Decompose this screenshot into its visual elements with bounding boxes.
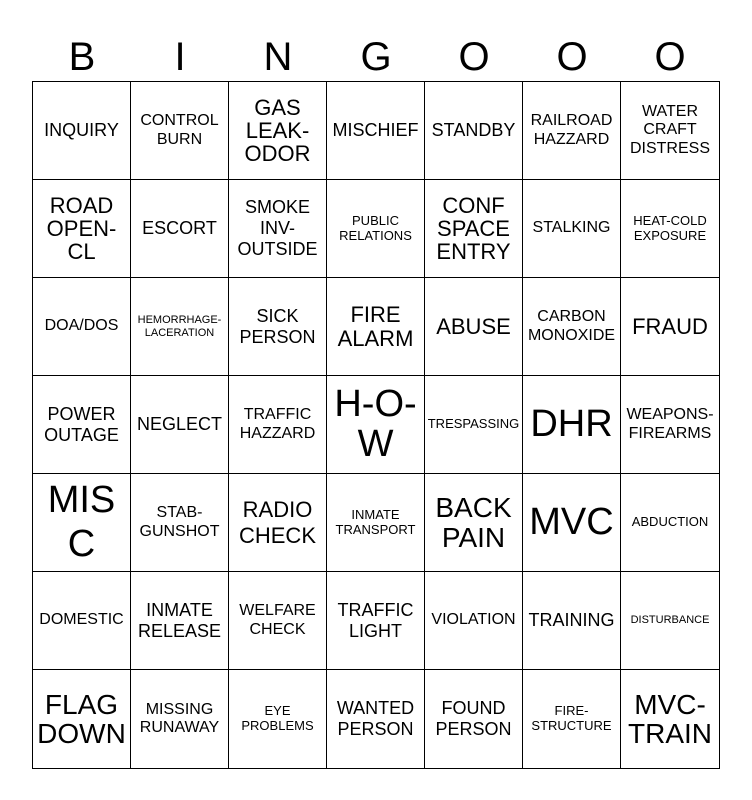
cell-label: H-O-W bbox=[334, 382, 417, 465]
bingo-cell[interactable] bbox=[425, 82, 523, 180]
bingo-cell[interactable] bbox=[621, 670, 719, 768]
cell-label: POWER OUTAGE bbox=[44, 403, 119, 445]
bingo-cell[interactable] bbox=[327, 278, 425, 376]
cell-label: ESCORT bbox=[142, 218, 217, 239]
cell-label: FRAUD bbox=[632, 313, 708, 339]
header-letter-o1: O bbox=[458, 35, 490, 79]
cell-label: WEAPONS-FIREARMS bbox=[626, 406, 714, 442]
bingo-cell[interactable] bbox=[229, 180, 327, 278]
cell-label: TRAFFIC HAZZARD bbox=[239, 406, 316, 442]
bingo-cell[interactable] bbox=[33, 474, 131, 572]
cell-label: ABUSE bbox=[436, 313, 511, 339]
bingo-cell[interactable] bbox=[523, 670, 621, 768]
bingo-cell[interactable] bbox=[523, 572, 621, 670]
bingo-cell[interactable] bbox=[621, 572, 719, 670]
bingo-cell[interactable] bbox=[327, 670, 425, 768]
bingo-cell[interactable] bbox=[621, 82, 719, 180]
cell-label: MISCHIEF bbox=[332, 120, 419, 141]
cell-label: ROAD OPEN-CL bbox=[46, 192, 117, 265]
header-letter-g: G bbox=[360, 35, 392, 79]
bingo-cell[interactable] bbox=[131, 278, 229, 376]
bingo-cell[interactable] bbox=[229, 278, 327, 376]
cell-label: SICK PERSON bbox=[239, 305, 316, 347]
cell-label: DOA/DOS bbox=[44, 317, 119, 335]
cell-label: MISC bbox=[47, 478, 116, 565]
cell-label: WATER CRAFT DISTRESS bbox=[629, 102, 710, 157]
bingo-cell[interactable] bbox=[131, 474, 229, 572]
header-letter-n: N bbox=[263, 35, 293, 79]
cell-label: VIOLATION bbox=[431, 611, 516, 629]
bingo-cell[interactable] bbox=[621, 474, 719, 572]
bingo-cell[interactable] bbox=[523, 474, 621, 572]
bingo-cell[interactable] bbox=[33, 376, 131, 474]
cell-label: NEGLECT bbox=[136, 414, 223, 435]
bingo-cell[interactable] bbox=[523, 82, 621, 180]
cell-label: MISSING RUNAWAY bbox=[139, 700, 220, 736]
header-letter-i: I bbox=[174, 35, 186, 79]
cell-label: PUBLIC RELATIONS bbox=[339, 212, 412, 243]
bingo-cell[interactable] bbox=[327, 474, 425, 572]
cell-label: WELFARE CHECK bbox=[239, 602, 316, 638]
bingo-cell[interactable] bbox=[425, 474, 523, 572]
bingo-cell[interactable] bbox=[33, 180, 131, 278]
cell-label: FIRE-STRUCTURE bbox=[531, 703, 612, 733]
cell-label: INMATE TRANSPORT bbox=[335, 506, 416, 537]
bingo-cell[interactable] bbox=[33, 670, 131, 768]
bingo-cell[interactable] bbox=[523, 376, 621, 474]
bingo-cell[interactable] bbox=[229, 82, 327, 180]
bingo-cell[interactable] bbox=[523, 278, 621, 376]
cell-label: INQUIRY bbox=[44, 120, 119, 141]
bingo-cell[interactable] bbox=[33, 82, 131, 180]
cell-label: STALKING bbox=[532, 219, 611, 237]
bingo-cell[interactable] bbox=[327, 376, 425, 474]
bingo-cell[interactable] bbox=[229, 474, 327, 572]
cell-label: CARBON MONOXIDE bbox=[527, 308, 616, 344]
bingo-header bbox=[33, 32, 719, 82]
bingo-cell[interactable] bbox=[621, 376, 719, 474]
cell-label: FIRE ALARM bbox=[337, 302, 414, 351]
cell-label: MVC bbox=[529, 500, 614, 543]
bingo-cell[interactable] bbox=[229, 572, 327, 670]
cell-label: INMATE RELEASE bbox=[137, 599, 222, 641]
cell-label: CONF SPACE ENTRY bbox=[436, 192, 511, 265]
cell-label: DHR bbox=[530, 402, 613, 445]
bingo-card-grid bbox=[32, 81, 720, 769]
cell-label: FOUND PERSON bbox=[435, 698, 512, 739]
cell-label: DISTURBANCE bbox=[630, 614, 710, 627]
bingo-cell[interactable] bbox=[425, 670, 523, 768]
bingo-cell[interactable] bbox=[33, 572, 131, 670]
cell-label: HEMORRHAGE-LACERATION bbox=[137, 313, 222, 339]
bingo-cell[interactable] bbox=[131, 180, 229, 278]
cell-label: TRAINING bbox=[528, 610, 615, 631]
header-letter-b: B bbox=[68, 35, 96, 79]
cell-label: EYE PROBLEMS bbox=[241, 703, 314, 733]
bingo-cell[interactable] bbox=[327, 82, 425, 180]
bingo-cell[interactable] bbox=[425, 278, 523, 376]
cell-label: CONTROL BURN bbox=[140, 112, 219, 148]
header-letter-o3: O bbox=[654, 35, 686, 79]
cell-label: MVC-TRAIN bbox=[628, 688, 712, 749]
cell-label: WANTED PERSON bbox=[336, 698, 415, 739]
bingo-cell[interactable] bbox=[621, 278, 719, 376]
bingo-cell[interactable] bbox=[131, 82, 229, 180]
bingo-cell[interactable] bbox=[621, 180, 719, 278]
cell-label: HEAT-COLD EXPOSURE bbox=[633, 212, 707, 243]
cell-label: DOMESTIC bbox=[39, 611, 124, 629]
bingo-cell[interactable] bbox=[131, 572, 229, 670]
cell-label: GAS LEAK-ODOR bbox=[244, 94, 311, 167]
cell-label: RADIO CHECK bbox=[238, 497, 316, 548]
bingo-cell[interactable] bbox=[229, 670, 327, 768]
bingo-cell[interactable] bbox=[425, 180, 523, 278]
header-letter-o2: O bbox=[556, 35, 588, 79]
cell-label: RAILROAD HAZZARD bbox=[530, 112, 613, 148]
bingo-cell[interactable] bbox=[131, 376, 229, 474]
cell-label: FLAG DOWN bbox=[37, 688, 126, 749]
bingo-cell[interactable] bbox=[33, 278, 131, 376]
cell-label: TRESPASSING bbox=[427, 416, 520, 432]
bingo-cell[interactable] bbox=[327, 572, 425, 670]
bingo-cell[interactable] bbox=[327, 180, 425, 278]
cell-label: STAB-GUNSHOT bbox=[139, 504, 220, 540]
cell-label: ABDUCTION bbox=[631, 514, 709, 530]
cell-label: SMOKE INV-OUTSIDE bbox=[237, 197, 318, 259]
bingo-cell[interactable] bbox=[425, 376, 523, 474]
cell-label: TRAFFIC LIGHT bbox=[337, 599, 414, 641]
cell-label: BACK PAIN bbox=[435, 492, 512, 553]
bingo-cell[interactable] bbox=[523, 180, 621, 278]
bingo-cell[interactable] bbox=[229, 376, 327, 474]
bingo-cell[interactable] bbox=[131, 670, 229, 768]
cell-label: STANDBY bbox=[431, 120, 516, 141]
bingo-cell[interactable] bbox=[425, 572, 523, 670]
